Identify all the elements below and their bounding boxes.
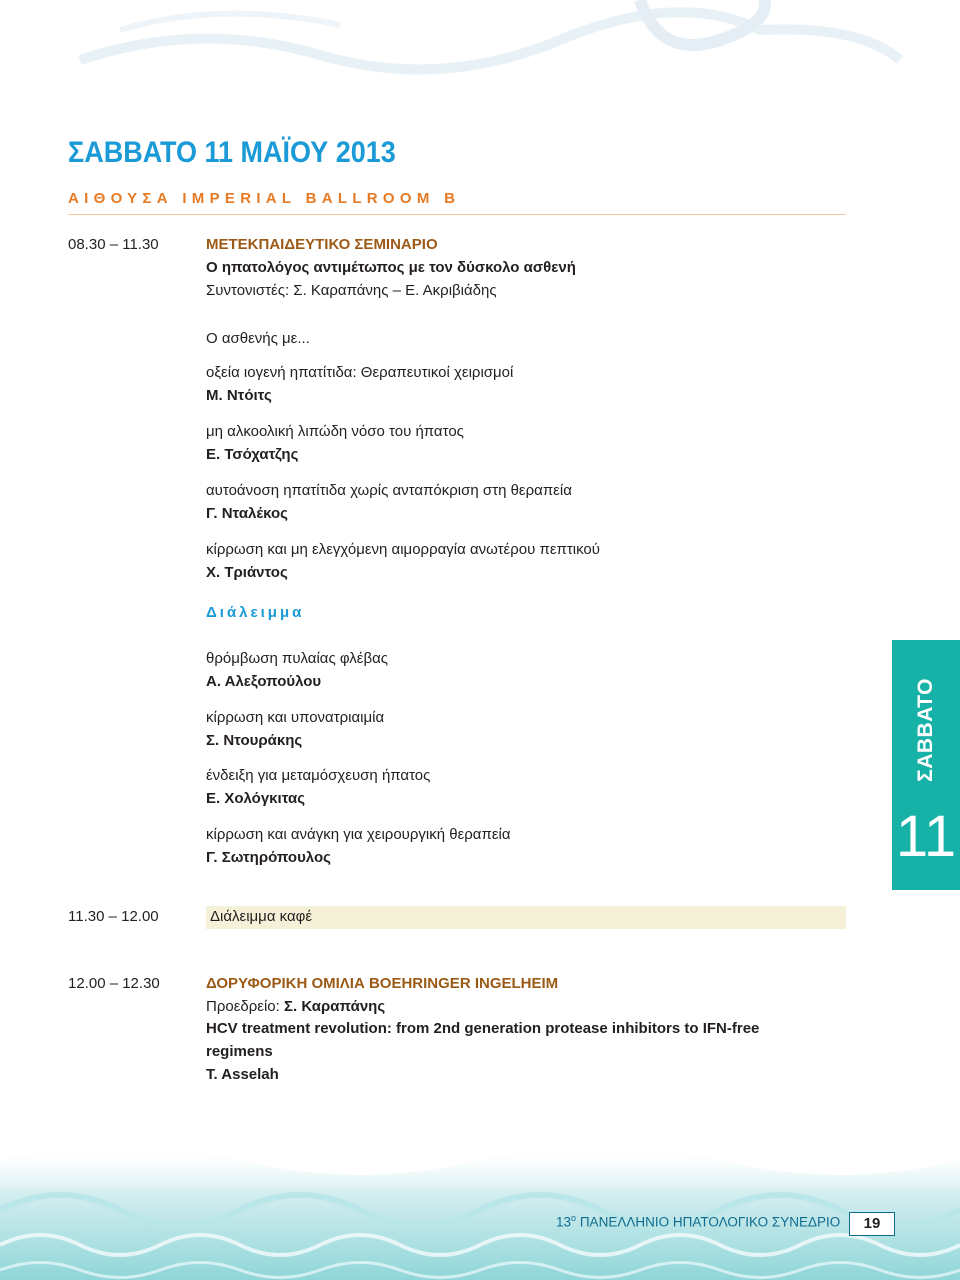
session-title: ΜΕΤΕΚΠΑΙΔΕΥΤΙΚΟ ΣΕΜΙΝΑΡΙΟ — [206, 236, 438, 253]
chair-name: Σ. Καραπάνης — [283, 998, 386, 1015]
talk-speaker: Χ. Τριάντος — [206, 564, 288, 581]
talk-topic: αυτοάνοση ηπατίτιδα χωρίς ανταπόκριση στη θεραπεία — [206, 482, 572, 499]
decorative-top-swirl — [0, 0, 960, 120]
day-side-tab — [892, 640, 960, 890]
room-name: ΑΙΘΟΥΣΑ IMPERIAL BALLROOM B — [68, 190, 461, 207]
chair-label: Προεδρείο: — [206, 998, 280, 1015]
coffee-time: 11.30 – 12.00 — [68, 908, 159, 925]
footer-ordinal-sup: ο — [571, 1213, 577, 1223]
header-divider — [68, 214, 846, 215]
coffee-break-label: Διάλειμμα καφέ — [210, 908, 313, 925]
talk-topic: οξεία ιογενή ηπατίτιδα: Θεραπευτικοί χειρισμοί — [206, 364, 514, 381]
talk-topic: θρόμβωση πυλαίας φλέβας — [206, 650, 389, 667]
footer-ordinal: 13 — [556, 1214, 572, 1230]
session-time: 12.00 – 12.30 — [68, 975, 160, 992]
talk-topic: κίρρωση και υπονατριαιμία — [206, 709, 385, 726]
break-label: Διάλειμμα — [206, 604, 305, 621]
talk-topic: ένδειξη για μεταμόσχευση ήπατος — [206, 767, 431, 784]
talk-speaker: Γ. Νταλέκος — [206, 505, 288, 522]
session-time: 08.30 – 11.30 — [68, 236, 159, 253]
decorative-bottom-waves — [0, 1120, 960, 1280]
talk-topic: μη αλκοολική λιπώδη νόσο του ήπατος — [206, 423, 464, 440]
page-number: 19 — [849, 1212, 895, 1236]
side-tab-number: 11 — [895, 804, 957, 869]
talk-title-line1: HCV treatment revolution: from 2nd generation protease inhibitors to IFN-free — [206, 1020, 760, 1037]
talk-topic: κίρρωση και ανάγκη για χειρουργική θεραπεία — [206, 826, 511, 843]
coffee-break-bar — [206, 906, 846, 929]
side-tab-day: ΣΑΒΒΑΤΟ — [914, 678, 937, 782]
session-coordinators: Συντονιστές: Σ. Καραπάνης – Ε. Ακριβιάδης — [206, 282, 497, 299]
footer-congress-name: ΠΑΝΕΛΛΗΝΙΟ ΗΠΑΤΟΛΟΓΙΚΟ ΣΥΝΕΔΡΙΟ — [579, 1214, 841, 1230]
talk-speaker: T. Asselah — [206, 1066, 279, 1083]
talk-speaker: Γ. Σωτηρόπουλος — [206, 849, 331, 866]
talk-title-line2: regimens — [206, 1043, 273, 1060]
talk-speaker: Α. Αλεξοπούλου — [206, 673, 322, 690]
talk-topic: κίρρωση και μη ελεγχόμενη αιμορραγία ανωτέρου πεπτικού — [206, 541, 600, 558]
talk-speaker: Σ. Ντουράκης — [206, 732, 303, 749]
talk-speaker: Μ. Ντόιτς — [206, 387, 272, 404]
session-intro: Ο ασθενής με... — [206, 330, 310, 347]
session-chair — [206, 998, 385, 1015]
footer-congress — [556, 1213, 840, 1230]
talk-speaker: Ε. Τσόχατζης — [206, 446, 299, 463]
session-title: ΔΟΡΥΦΟΡΙΚΗ ΟΜΙΛΙΑ BOEHRINGER INGELHEIM — [206, 975, 559, 992]
session-subtitle: Ο ηπατολόγος αντιμέτωπος με τον δύσκολο ασθενή — [206, 259, 576, 276]
page-title: ΣΑΒΒΑΤΟ 11 ΜΑΪΟΥ 2013 — [68, 136, 396, 169]
talk-speaker: Ε. Χολόγκιτας — [206, 790, 306, 807]
